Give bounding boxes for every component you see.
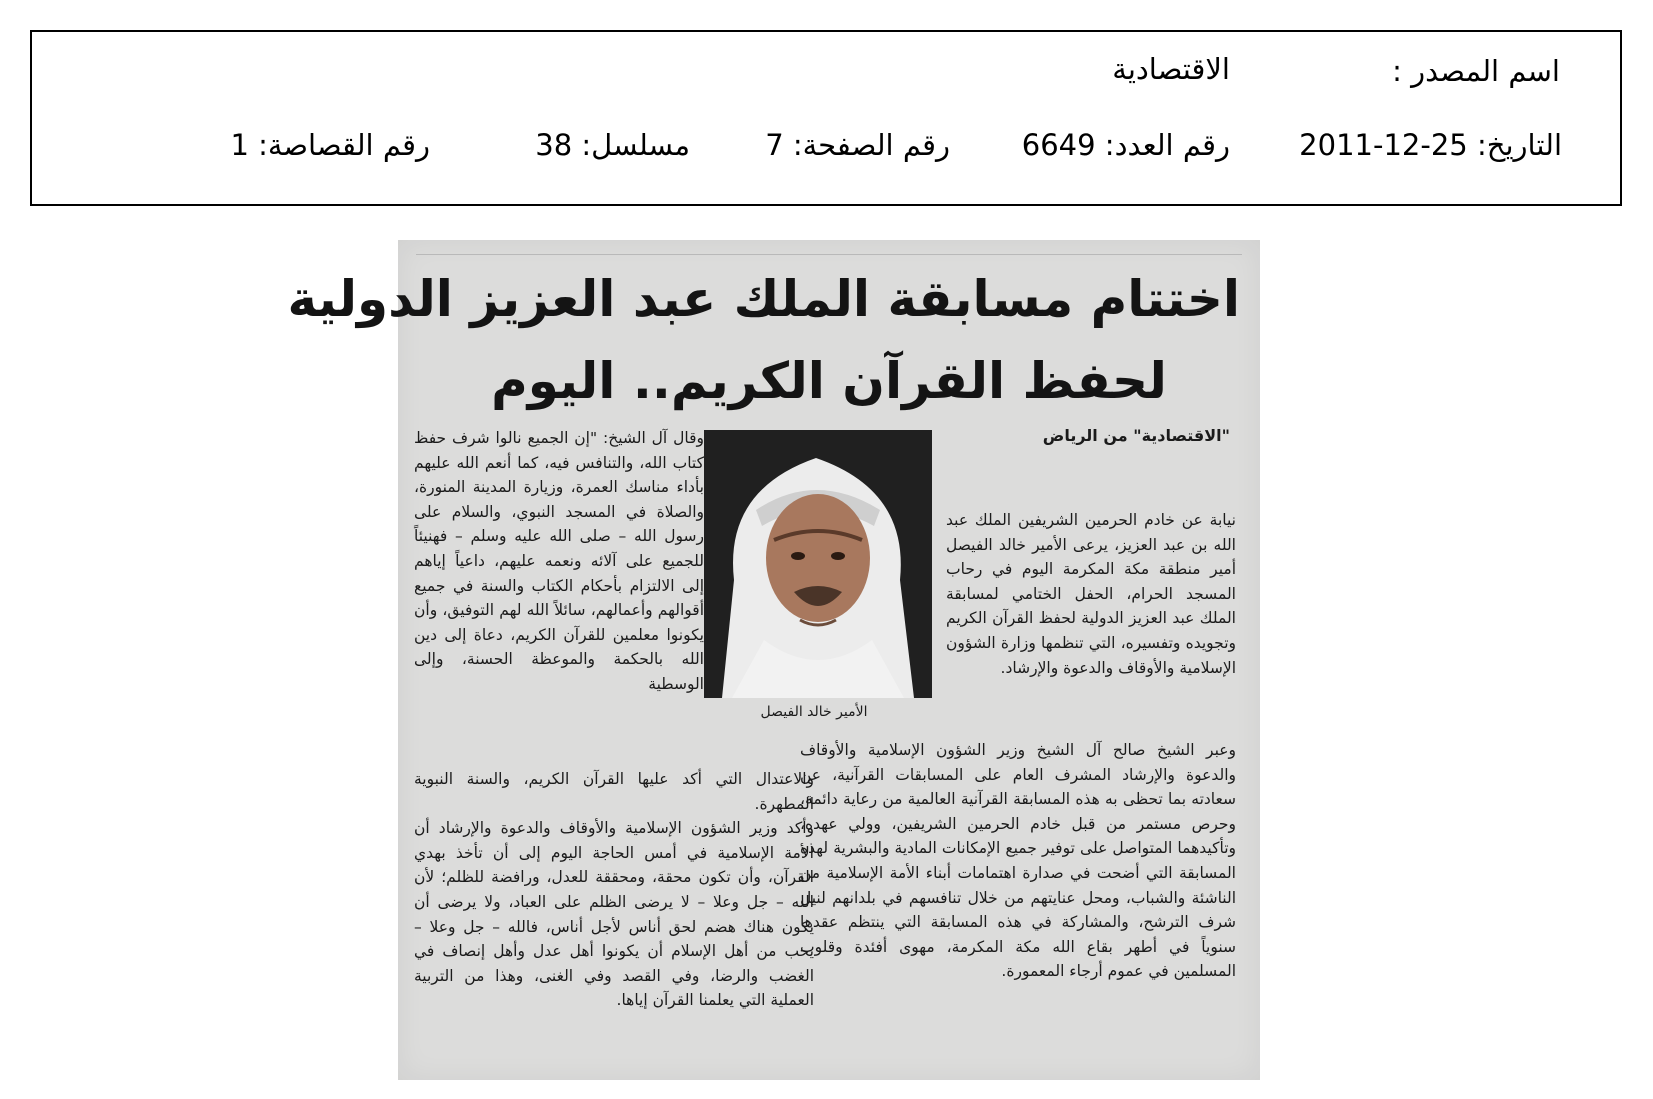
date-field: التاريخ: 25-12-2011 <box>1299 128 1562 162</box>
headline-line-1: اختتام مسابقة الملك عبد العزيز الدولية <box>287 270 1240 328</box>
portrait-photo <box>704 430 932 698</box>
serial-field: مسلسل: 38 <box>535 128 690 162</box>
photo-caption: الأمير خالد الفيصل <box>760 704 868 720</box>
article-column-left <box>414 426 704 697</box>
source-value: الاقتصادية <box>1112 52 1230 86</box>
headline-line-2: لحفظ القرآن الكريم.. اليوم <box>491 352 1167 410</box>
issue-number-field: رقم العدد: 6649 <box>1021 128 1230 162</box>
newspaper-clipping <box>287 240 1260 1080</box>
paragraph: والاعتدال التي أكد عليها القرآن الكريم، والسنة النبوية المطهرة. <box>414 770 814 813</box>
clipping-metadata-box <box>30 30 1622 206</box>
paragraph: وأكد وزير الشؤون الإسلامية والأوقاف والدعوة والإرشاد أن الأمة الإسلامية في أمس الحاجة اليوم إلى أن تأخذ بهدي القرآن، وأن تكون محقة، ومحققة للعدل، ورافضة للظلم؛ لأن الله – جل وعلا – لا يرضى الظلم على العباد، ولا يرضى أن يكون هناك هضم لحق أناس لأجل أناس، فالله – جل وعلا – يحب من أهل الإسلام أن يكونوا أهل عدل وأهل إنصاف في الغضب والرضا، وفي القصد وفي الغنى، وهذا من التربية العملية التي يعلمنا القرآن إياها. <box>414 819 814 1010</box>
article-column-left-lower <box>414 767 814 1013</box>
page-number-field: رقم الصفحة: 7 <box>765 128 950 162</box>
portrait-icon <box>704 430 932 698</box>
top-rule <box>416 254 1242 255</box>
source-label: اسم المصدر : <box>1392 54 1560 88</box>
byline: "الاقتصادية" من الرياض <box>1042 426 1230 445</box>
paragraph: وقال آل الشيخ: "إن الجميع نالوا شرف حفظ كتاب الله، والتنافس فيه، كما أنعم الله عليهم بأداء مناسك العمرة، وزيارة المدينة المنورة، والصلاة في المسجد النبوي، والسلام على رسول الله – صلى الله عليه وسلم – فهنيئاً للجميع على آلائه ونعمه عليهم، داعياً إياهم إلى الالتزام بأحكام الكتاب والسنة في جميع أقوالهم وأعمالهم، سائلاً الله لهم التوفيق، وأن يكونوا معلمين للقرآن الكريم، دعاة إلى دين الله بالحكمة والموعظة الحسنة، وإلى الوسطية <box>414 429 704 693</box>
clip-number-field: رقم القصاصة: 1 <box>230 128 430 162</box>
paragraph: نيابة عن خادم الحرمين الشريفين الملك عبد الله بن عبد العزيز، يرعى الأمير خالد الفيصل أمير منطقة مكة المكرمة اليوم في رحاب المسجد الحرام، الحفل الختامي لمسابقة الملك عبد العزيز الدولية لحفظ القرآن الكريم وتجويده وتفسيره، التي تنظمها وزارة الشؤون الإسلامية والأوقاف والدعوة والإرشاد. <box>946 511 1236 677</box>
article-column-right-lower <box>800 738 1236 984</box>
paragraph: وعبر الشيخ صالح آل الشيخ وزير الشؤون الإسلامية والأوقاف والدعوة والإرشاد المشرف العام على المسابقات القرآنية، عن سعادته بما تحظى به هذه المسابقة القرآنية العالمية من رعاية دائمة، وحرص مستمر من قبل خادم الحرمين الشريفين، وولي عهده، وتأكيدهما المتواصل على توفير جميع الإمكانات المادية والبشرية لهذه المسابقة التي أضحت في صدارة اهتمامات أبناء الأمة الإسلامية من الناشئة والشباب، ومحل عنايتهم من خلال تنافسهم في بلدانهم لنيل شرف الترشح، والمشاركة في هذه المسابقة التي ينتظم عقدها سنوياً في أطهر بقاع الله مكة المكرمة، مهوى أفئدة وقلوب المسلمين في عموم أرجاء المعمورة. <box>800 741 1236 981</box>
article-column-right <box>946 508 1236 680</box>
